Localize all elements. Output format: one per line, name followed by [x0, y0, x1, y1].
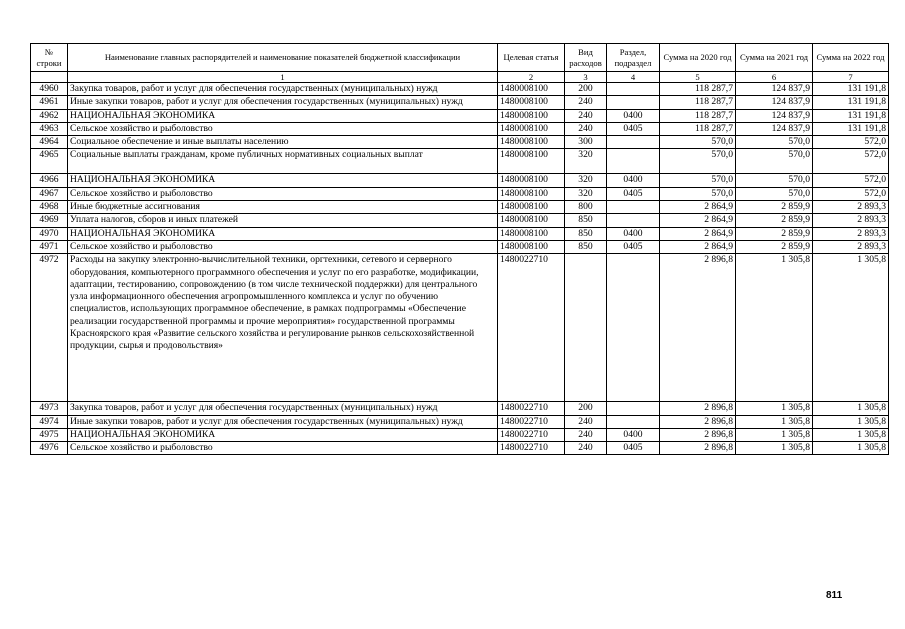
row-sum-2022: 131 191,8 [813, 122, 889, 135]
row-section: 0400 [607, 109, 660, 122]
row-sum-2021: 124 837,9 [736, 109, 813, 122]
row-number: 4972 [31, 254, 68, 402]
row-section: 0405 [607, 187, 660, 200]
row-sum-2022: 2 893,3 [813, 240, 889, 253]
row-sum-2020: 2 864,9 [660, 240, 736, 253]
row-section: 0405 [607, 240, 660, 253]
row-number: 4965 [31, 149, 68, 174]
row-number: 4967 [31, 187, 68, 200]
row-target-article: 1480022710 [498, 254, 565, 402]
table-row [31, 402, 889, 415]
row-expense-type: 240 [565, 109, 607, 122]
row-sum-2022: 131 191,8 [813, 96, 889, 109]
row-name: Уплата налогов, сборов и иных платежей [68, 214, 498, 227]
row-sum-2021: 124 837,9 [736, 96, 813, 109]
row-name: Сельское хозяйство и рыболовство [68, 187, 498, 200]
row-expense-type: 850 [565, 214, 607, 227]
row-section [607, 83, 660, 96]
column-number: 3 [565, 72, 607, 83]
row-number: 4974 [31, 415, 68, 428]
column-number: 6 [736, 72, 813, 83]
header-sum-2020: Сумма на 2020 год [660, 44, 736, 72]
row-name: НАЦИОНАЛЬНАЯ ЭКОНОМИКА [68, 428, 498, 441]
budget-table [30, 43, 889, 455]
row-target-article: 1480008100 [498, 83, 565, 96]
row-expense-type: 240 [565, 442, 607, 455]
table-row [31, 109, 889, 122]
row-sum-2021: 1 305,8 [736, 428, 813, 441]
row-expense-type: 320 [565, 149, 607, 174]
column-number: 2 [498, 72, 565, 83]
row-sum-2020: 2 896,8 [660, 254, 736, 402]
row-sum-2021: 570,0 [736, 136, 813, 149]
row-expense-type: 320 [565, 187, 607, 200]
row-number: 4966 [31, 174, 68, 187]
row-name: Социальные выплаты гражданам, кроме публичных нормативных социальных выплат [68, 149, 498, 174]
table-row [31, 174, 889, 187]
row-number: 4969 [31, 214, 68, 227]
header-sum-2021: Сумма на 2021 год [736, 44, 813, 72]
row-sum-2020: 570,0 [660, 136, 736, 149]
row-number: 4975 [31, 428, 68, 441]
row-name: НАЦИОНАЛЬНАЯ ЭКОНОМИКА [68, 109, 498, 122]
row-expense-type [565, 254, 607, 402]
row-sum-2021: 1 305,8 [736, 442, 813, 455]
row-sum-2021: 124 837,9 [736, 83, 813, 96]
row-number: 4976 [31, 442, 68, 455]
row-sum-2022: 1 305,8 [813, 442, 889, 455]
header-sum-2022: Сумма на 2022 год [813, 44, 889, 72]
row-sum-2020: 2 864,9 [660, 227, 736, 240]
row-number: 4973 [31, 402, 68, 415]
column-number: 4 [607, 72, 660, 83]
row-number: 4970 [31, 227, 68, 240]
table-row [31, 227, 889, 240]
row-expense-type: 800 [565, 201, 607, 214]
table-row [31, 428, 889, 441]
row-sum-2021: 570,0 [736, 149, 813, 174]
column-number: 7 [813, 72, 889, 83]
header-section: Раздел, подраздел [607, 44, 660, 72]
row-section: 0400 [607, 227, 660, 240]
column-number: 1 [68, 72, 498, 83]
row-sum-2020: 2 896,8 [660, 428, 736, 441]
row-section [607, 402, 660, 415]
row-target-article: 1480008100 [498, 149, 565, 174]
row-target-article: 1480022710 [498, 442, 565, 455]
row-sum-2022: 2 893,3 [813, 227, 889, 240]
row-section [607, 149, 660, 174]
row-section [607, 136, 660, 149]
row-sum-2022: 572,0 [813, 174, 889, 187]
row-expense-type: 320 [565, 174, 607, 187]
table-header [31, 44, 889, 83]
row-expense-type: 240 [565, 428, 607, 441]
header-target-article: Целевая статья [498, 44, 565, 72]
row-expense-type: 850 [565, 240, 607, 253]
row-section [607, 201, 660, 214]
row-sum-2020: 2 896,8 [660, 442, 736, 455]
table-row [31, 136, 889, 149]
table-body [31, 83, 889, 455]
row-target-article: 1480008100 [498, 136, 565, 149]
row-target-article: 1480022710 [498, 402, 565, 415]
table-row [31, 254, 889, 402]
row-section [607, 214, 660, 227]
row-expense-type: 240 [565, 122, 607, 135]
row-target-article: 1480008100 [498, 96, 565, 109]
row-sum-2022: 2 893,3 [813, 214, 889, 227]
row-sum-2022: 572,0 [813, 187, 889, 200]
table-row [31, 122, 889, 135]
header-row-number: № строки [31, 44, 68, 72]
row-sum-2020: 570,0 [660, 149, 736, 174]
row-expense-type: 240 [565, 415, 607, 428]
row-sum-2021: 1 305,8 [736, 254, 813, 402]
row-target-article: 1480008100 [498, 174, 565, 187]
row-number: 4968 [31, 201, 68, 214]
row-name: Иные закупки товаров, работ и услуг для обеспечения государственных (муниципальных) нужд [68, 415, 498, 428]
row-sum-2021: 2 859,9 [736, 227, 813, 240]
row-expense-type: 300 [565, 136, 607, 149]
row-sum-2021: 1 305,8 [736, 415, 813, 428]
row-sum-2020: 570,0 [660, 187, 736, 200]
row-section: 0405 [607, 122, 660, 135]
row-expense-type: 850 [565, 227, 607, 240]
row-sum-2022: 1 305,8 [813, 254, 889, 402]
row-sum-2021: 2 859,9 [736, 214, 813, 227]
column-number [31, 72, 68, 83]
table-row [31, 415, 889, 428]
row-name: Сельское хозяйство и рыболовство [68, 122, 498, 135]
row-number: 4961 [31, 96, 68, 109]
row-number: 4971 [31, 240, 68, 253]
row-name: НАЦИОНАЛЬНАЯ ЭКОНОМИКА [68, 227, 498, 240]
row-sum-2022: 131 191,8 [813, 109, 889, 122]
table-row [31, 149, 889, 174]
row-sum-2020: 118 287,7 [660, 122, 736, 135]
row-sum-2021: 2 859,9 [736, 240, 813, 253]
row-target-article: 1480008100 [498, 109, 565, 122]
row-name: Сельское хозяйство и рыболовство [68, 240, 498, 253]
row-name: Социальное обеспечение и иные выплаты населению [68, 136, 498, 149]
row-number: 4962 [31, 109, 68, 122]
row-sum-2020: 2 864,9 [660, 201, 736, 214]
row-sum-2020: 2 896,8 [660, 415, 736, 428]
row-number: 4963 [31, 122, 68, 135]
row-target-article: 1480008100 [498, 227, 565, 240]
row-target-article: 1480008100 [498, 122, 565, 135]
row-sum-2020: 118 287,7 [660, 109, 736, 122]
table-row [31, 187, 889, 200]
row-sum-2022: 131 191,8 [813, 83, 889, 96]
table-row [31, 442, 889, 455]
row-sum-2020: 570,0 [660, 174, 736, 187]
row-target-article: 1480008100 [498, 214, 565, 227]
row-number: 4964 [31, 136, 68, 149]
row-target-article: 1480008100 [498, 201, 565, 214]
row-name: Иные закупки товаров, работ и услуг для обеспечения государственных (муниципальных) нужд [68, 96, 498, 109]
row-name: Закупка товаров, работ и услуг для обеспечения государственных (муниципальных) нужд [68, 402, 498, 415]
header-name: Наименование главных распорядителей и наименование показателей бюджетной классификации [68, 44, 498, 72]
row-sum-2021: 570,0 [736, 187, 813, 200]
row-sum-2020: 2 864,9 [660, 214, 736, 227]
row-section [607, 254, 660, 402]
row-sum-2020: 118 287,7 [660, 83, 736, 96]
row-name: Иные бюджетные ассигнования [68, 201, 498, 214]
row-expense-type: 240 [565, 96, 607, 109]
row-section [607, 96, 660, 109]
column-number-row [31, 72, 889, 83]
row-section [607, 415, 660, 428]
row-sum-2021: 1 305,8 [736, 402, 813, 415]
row-target-article: 1480022710 [498, 415, 565, 428]
table-row [31, 83, 889, 96]
page-number: 811 [826, 590, 843, 601]
row-expense-type: 200 [565, 402, 607, 415]
row-sum-2022: 2 893,3 [813, 201, 889, 214]
row-number: 4960 [31, 83, 68, 96]
row-sum-2021: 570,0 [736, 174, 813, 187]
row-name: НАЦИОНАЛЬНАЯ ЭКОНОМИКА [68, 174, 498, 187]
row-target-article: 1480008100 [498, 187, 565, 200]
row-sum-2020: 2 896,8 [660, 402, 736, 415]
row-name: Закупка товаров, работ и услуг для обеспечения государственных (муниципальных) нужд [68, 83, 498, 96]
row-section: 0400 [607, 428, 660, 441]
table-row [31, 240, 889, 253]
row-target-article: 1480008100 [498, 240, 565, 253]
row-sum-2022: 1 305,8 [813, 428, 889, 441]
row-sum-2022: 572,0 [813, 149, 889, 174]
row-sum-2022: 572,0 [813, 136, 889, 149]
header-expense-type: Вид расходов [565, 44, 607, 72]
row-expense-type: 200 [565, 83, 607, 96]
table-row [31, 96, 889, 109]
row-sum-2021: 2 859,9 [736, 201, 813, 214]
table-row [31, 201, 889, 214]
row-sum-2021: 124 837,9 [736, 122, 813, 135]
row-sum-2022: 1 305,8 [813, 402, 889, 415]
row-sum-2020: 118 287,7 [660, 96, 736, 109]
column-number: 5 [660, 72, 736, 83]
table-row [31, 214, 889, 227]
row-section: 0405 [607, 442, 660, 455]
row-target-article: 1480022710 [498, 428, 565, 441]
row-name: Расходы на закупку электронно-вычислительной техники, оргтехники, сетевого и серверного оборудования, компьютерного программного обеспечения и услуг по его разработке, модификации, адаптации, тестированию, сопровождению (в том числе технической поддержки) для центрального узла информационного обеспечения агропромышленного комплекса и услуг по обучению специалистов, использующих программное обеспечение, в рамках подпрограммы «Обеспечение реализации государственной программы и прочие мероприятия» государственной программы Красноярского края «Развитие сельского хозяйства и регулирование рынков сельскохозяйственной продукции, сырья и продовольствия» [68, 254, 498, 402]
row-sum-2022: 1 305,8 [813, 415, 889, 428]
row-name: Сельское хозяйство и рыболовство [68, 442, 498, 455]
row-section: 0400 [607, 174, 660, 187]
